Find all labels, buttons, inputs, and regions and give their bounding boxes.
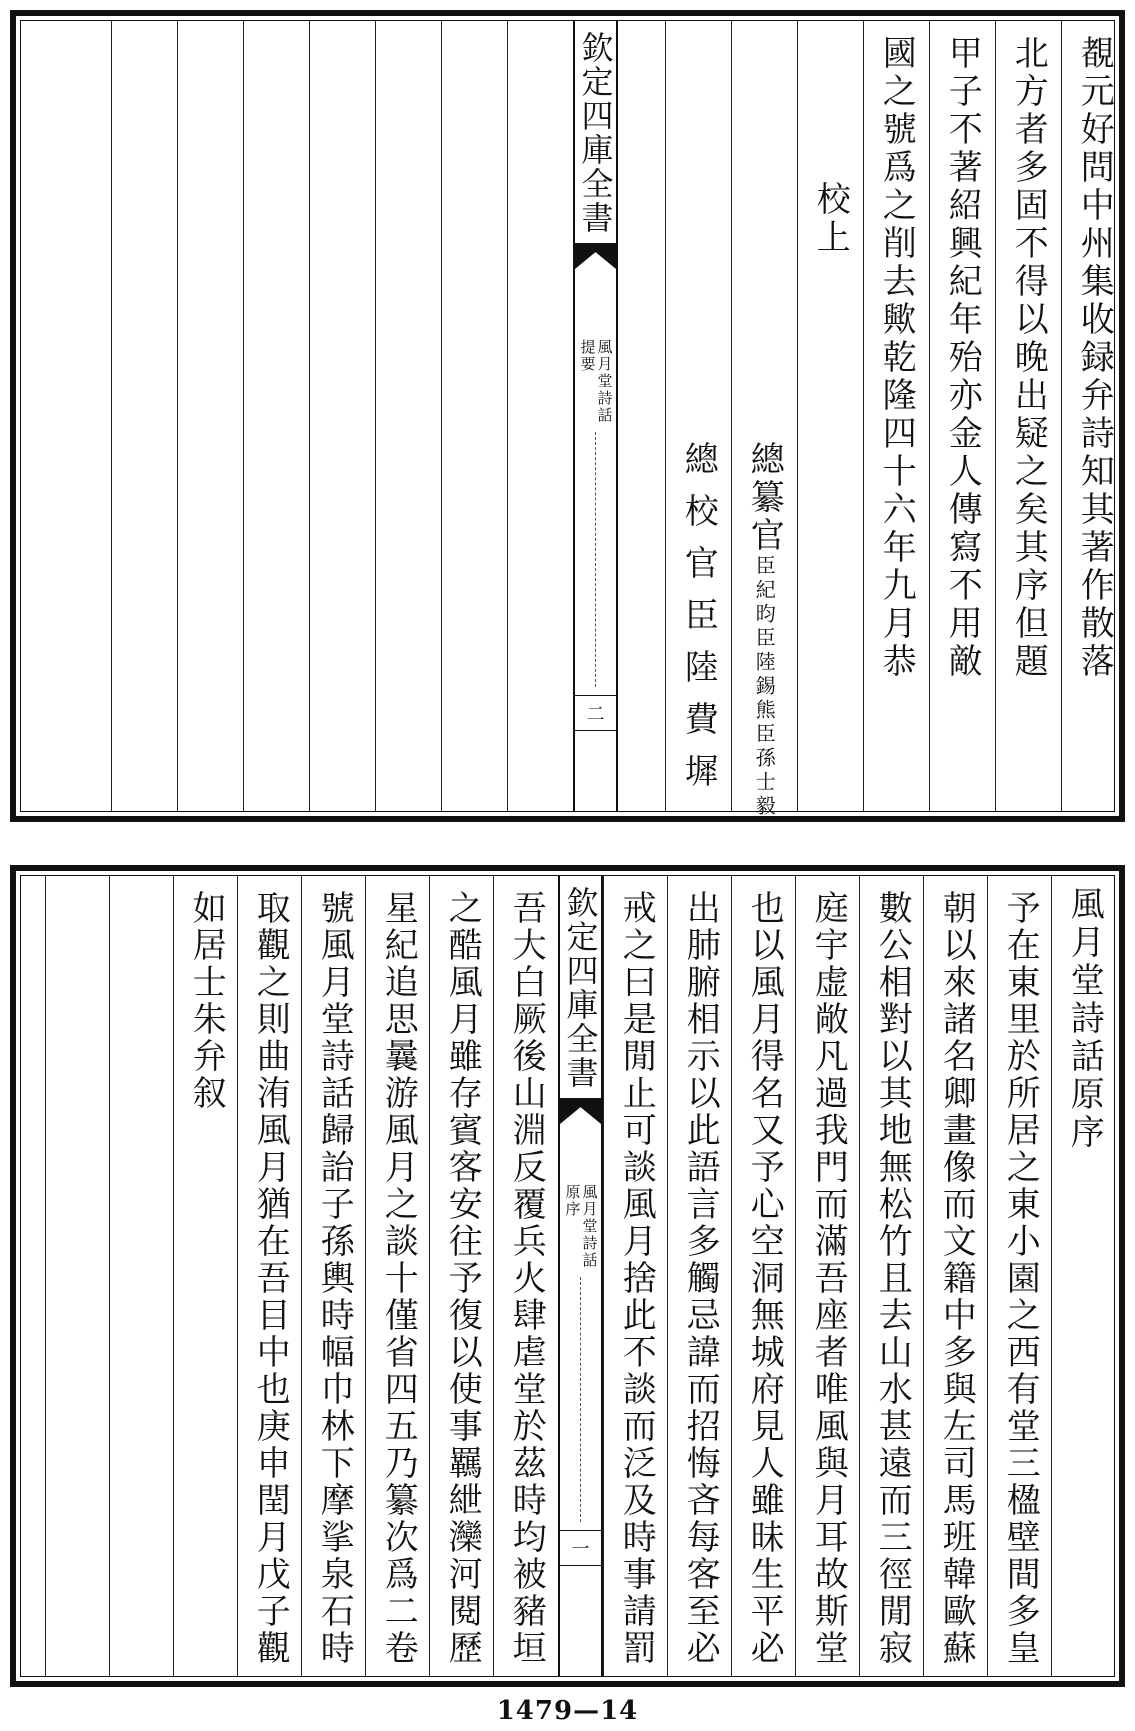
upper-column-7: [665, 21, 731, 811]
upper-empty-column: [177, 21, 243, 811]
lower-column-6: [731, 876, 797, 1676]
proofreader-name: 臣陸費墀: [678, 597, 719, 805]
lower-page-panel: [10, 865, 1125, 1687]
compilers-title: 總纂官: [744, 441, 785, 555]
compiler-name: 臣孫士毅: [752, 723, 777, 819]
lower-text-line: 庭宇虚敞凡過我門而滿吾座者唯風與月耳故斯堂: [808, 890, 849, 1667]
fold-book-title: 風月堂詩話: [595, 339, 614, 424]
lower-column-4: [859, 876, 925, 1676]
fold-collection-title: 欽定四庫全書: [561, 886, 600, 1090]
upper-inner-frame: [20, 20, 1115, 819]
lower-text-line: 也以風月得名又予心空洞無城府見人雖昧生平必: [744, 890, 785, 1667]
fold-book-info: [580, 339, 612, 424]
lower-text-line: 吾大白厥後山淵反覆兵火肆虐堂於茲時均被豬垣: [506, 890, 547, 1667]
lower-column-10: [429, 876, 495, 1676]
compiler-name: 臣陸錫熊: [752, 627, 777, 723]
lower-text-line: 出肺腑相示以此語言多觸忌諱而招悔吝每客至必: [680, 890, 721, 1667]
lower-column-2: [987, 876, 1053, 1676]
upper-empty-column: [243, 21, 309, 811]
fold-page-number: 一: [560, 1530, 601, 1566]
fold-section: 提要: [578, 339, 597, 373]
upper-text-line: 校上: [810, 181, 851, 257]
lower-column-11: [365, 876, 431, 1676]
compiler-name: 臣紀昀: [752, 555, 777, 627]
upper-fold-center: [573, 21, 618, 811]
upper-text-line: 北方者多固不得以晚出疑之矣其序但題: [1008, 35, 1049, 681]
lower-text-line: 取觀之則曲洧風月猶在吾目中也庚申閏月戊子觀: [250, 890, 291, 1667]
upper-text-line: 國之號爲之削去歟乾隆四十六年九月恭: [876, 35, 917, 681]
lower-column-3: [923, 876, 989, 1676]
lower-text-line: 之酷風月雖存賓客安往予復以使事羈紲灤河閱歷: [442, 890, 483, 1667]
fold-book-title: 風月堂詩話: [580, 1184, 599, 1269]
footer-page-number: 1479—14: [496, 1696, 639, 1726]
lower-text-line: 數公相對以其地無松竹且去山水甚遠而三徑閒寂: [872, 890, 913, 1667]
lower-column-1: [1051, 876, 1117, 1676]
fold-collection-title: 欽定四庫全書: [576, 31, 615, 235]
upper-text-line: 覩元好問中州集收録弁詩知其著作散落: [1074, 35, 1115, 681]
upper-empty-column: [441, 21, 507, 811]
lower-text-line: 星紀追思曩游風月之談十僅省四五乃纂次爲二卷: [378, 890, 419, 1667]
upper-empty-column: [111, 21, 177, 811]
fold-book-info: [565, 1184, 597, 1269]
lower-fold-center: [558, 876, 603, 1676]
fold-page-number: 二: [575, 695, 616, 731]
lower-text-line: 戒之曰是閒止可談風月捨此不談而泛及時事請罰: [616, 890, 657, 1667]
preface-title: 風月堂詩話原序: [1064, 886, 1105, 1152]
lower-column-14: [173, 876, 239, 1676]
fold-divider: [595, 432, 596, 687]
lower-text-line: 予在東里於所居之東小園之西有堂三楹壁間多皇: [1000, 890, 1041, 1667]
fish-tail-mark: [560, 1098, 601, 1124]
proofreader-title: 總校官: [678, 441, 719, 597]
upper-column-2: [995, 21, 1061, 811]
upper-empty-column: [309, 21, 375, 811]
lower-inner-frame: [20, 875, 1115, 1677]
upper-text-line: 甲子不著紹興紀年殆亦金人傳寫不用敵: [942, 35, 983, 681]
fold-divider: [580, 1277, 581, 1522]
compilers-signature: [744, 21, 785, 819]
lower-text-line: 朝以來諸名卿畫像而文籍中多與左司馬班韓歐蘇: [936, 890, 977, 1667]
upper-empty-column: [507, 21, 573, 811]
lower-column-7: [667, 876, 733, 1676]
fold-section: 原序: [563, 1184, 582, 1218]
upper-page-panel: [10, 10, 1125, 822]
upper-column-4: [863, 21, 929, 811]
lower-column-9: [493, 876, 559, 1676]
upper-column-1: [1061, 21, 1127, 811]
upper-empty-column: [375, 21, 441, 811]
lower-column-12: [301, 876, 367, 1676]
fish-tail-mark: [575, 243, 616, 269]
preface-signature: 如居士朱弁叙: [186, 890, 227, 1112]
upper-column-6: [731, 21, 797, 819]
lower-column-13: [237, 876, 303, 1676]
lower-column-8: [603, 876, 669, 1676]
upper-column-3: [929, 21, 995, 811]
lower-empty-column: [45, 876, 111, 1676]
lower-empty-column: [109, 876, 175, 1676]
upper-column-5: [797, 21, 863, 811]
lower-column-5: [795, 876, 861, 1676]
lower-text-line: 號風月堂詩話歸詒子孫輿時幅巾林下摩挲泉石時: [314, 890, 355, 1667]
proofreader-signature: [678, 21, 719, 811]
